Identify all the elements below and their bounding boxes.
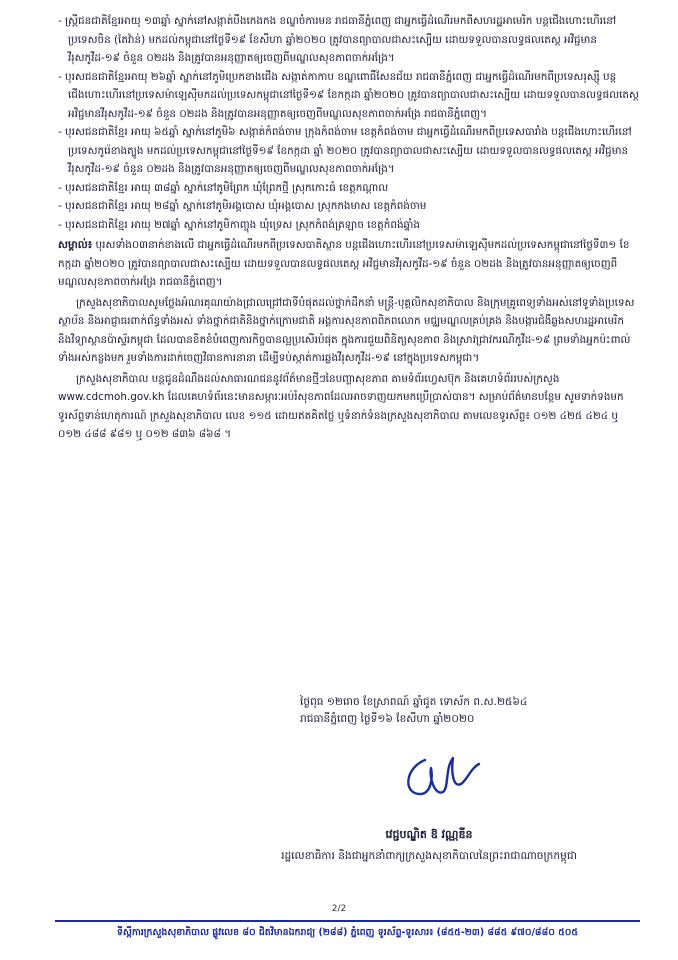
- signatory-title: រដ្ឋលេខាធិការ និងជាអ្នកនាំពាក្យក្រសួងសុខាភិបាលនៃព្រះរាជាណាចក្រកម្ពុជា: [281, 850, 577, 862]
- signatory-name: វេជ្ជបណ្ឌិត ឱ វណ្ណឌីន: [385, 828, 473, 841]
- date-block: [300, 694, 527, 728]
- case-item-5: - បុរសជនជាតិខ្មែរ អាយុ ២៨ឆ្នាំ ស្នាក់នៅភូមិអង្គបោស ឃុំអង្គបោស ស្រុកកងមាស ខេត្តកំពង់ចាម: [58, 200, 427, 212]
- signature-image: [395, 748, 485, 806]
- note-paragraph: [58, 236, 640, 292]
- note-text: បុរសទាំង០៣នាក់ខាងលើ ជាអ្នកធ្វើដំណើរមកពីប្រទេសបាតិស្ថាន បន្តជើងហោះហើរនៅប្រទេសម៉ាឡេស៊ីមកដល់ប្រទេសកម្ពុជានៅថ្ងៃទី៣១ ខែកក្កដា ឆ្នាំ២០២០ ត្រូវបានព្យាបាលជាសះស្បើយ ដោយទទួលបានលទ្ធផលតេស្ត អវិជ្ជមានវីរុសកូវីដ-១៩ ចំនួន ០២ដង និងត្រូវបានអនុញ្ញាតឲ្យចេញពីមណ្ឌលសុខភាពចាក់អង្រែ រាជធានីភ្នំពេញ។: [58, 239, 630, 288]
- page-number: 2/2: [331, 904, 347, 914]
- info-paragraph: ក្រសួងសុខាភិបាល បន្តជូនដំណឹងដល់សាធារណជននូវព័ត៌មានថ្មីៗនៃបញ្ហាសុខភាព តាមទំព័រហ្វេសប៊ុក និងគេហទំព័ររបស់ក្រសួង www.cdcmoh.gov.kh ដែលគេហទំព័រនេះមានសម្ភារៈអប់រំសុខភាពដែលអាចទាញយកមកប្រើប្រាស់បាន។ សម្រាប់ព័ត៌មានបន្ថែម សូមទាក់ទងមកទូរស័ព្ទទាន់ហេតុការណ៍ ក្រសួងសុខាភិបាល លេខ ១១៥ ដោយឥតគិតថ្លៃ ឬទំនាក់ទំនងក្រសួងសុខាភិបាល តាមលេខទូរស័ព្ទ៖ ០១២ ៤២៥ ៤២៤ ឬ ០១២ ៤៨៨ ៩៨១ ឬ ០១២ ៨៣៦ ៨៦៨ ។: [58, 372, 624, 440]
- thanks-paragraph: ក្រសួងសុខាភិបាលសូមថ្លែងអំណរគុណយ៉ាងជ្រាលជ្រៅជាទីបំផុតដល់ថ្នាក់ដឹកនាំ មន្រ្តី-បុគ្គលិកសុខាភិបាល និងក្រុមគ្រូពេទ្យទាំងអស់នៅទូទាំងប្រទេស ស្ថាប័ន និងអាជ្ញាធរពាក់ព័ន្ធទាំងអស់ ទាំងថ្នាក់ជាតិនិងថ្នាក់ក្រោមជាតិ អង្គការសុខភាពពិភពលោក មជ្ឈមណ្ឌលគ្រប់គ្រង និងបង្ការជំងឺឆ្លងសហរដ្ឋអាមេរិក និងវិទ្យាស្ថានប៉ាស្ទ័រកម្ពុជា ដែលបានខិតខំបំពេញការកិច្ចបានល្អប្រសើរបំផុត ក្នុងការជួយពិនិត្យសុខភាព និងស្រាវជ្រាវករណីកូវីដ-១៩ ព្រមទាំងអ្នកប៉ះពាល់ទាំងអស់កន្លងមក រួមទាំងការដាក់ចេញវិធានការនានា ដើម្បីទប់ស្កាត់ការឆ្លងវីរុសកូវីដ-១៩ នៅក្នុងប្រទេសកម្ពុជា។: [58, 296, 635, 364]
- place-date: រាជធានីភ្នំពេញ ថ្ងៃទី១៦ ខែសីហា ឆ្នាំ២០២០: [300, 713, 475, 725]
- footer-divider: [55, 920, 640, 922]
- case-item-6: - បុរសជនជាតិខ្មែរ អាយុ ២៧ឆ្នាំ ស្នាក់នៅភូមិកាញ្ចុង ឃុំទ្រេស ស្រុកកំពង់ត្រឡាច ខេត្តកំពង់ឆ្នាំង: [58, 218, 421, 231]
- case-item-1: - ស្ត្រីជនជាតិខ្មែរអាយុ ១៣ឆ្នាំ ស្នាក់នៅសង្កាត់បឹងកេងកង ខណ្ឌចំការមន រាជធានីភ្នំពេញ ជាអ្នកធ្វើដំណើរមកពីសហរដ្ឋអាមេរិក បន្តជើងហោះហើរនៅប្រទេសចិន (តៃវ៉ាន់) មកដល់កម្ពុជានៅថ្ងៃទី១៩ ខែសីហា ឆ្នាំ២០២០ ត្រូវបានព្យាបាលជាសះស្បើយ ដោយទទួលបានលទ្ធផលតេស្ត អវិជ្ជមានវីរុសកូវីដ-១៩ ចំនួន ០២ដង និងត្រូវបានអនុញ្ញាតឲ្យចេញពីមណ្ឌលសុខភាពចាក់អង្រែ។: [58, 15, 617, 64]
- lunar-date: ថ្ងៃពុធ ១២រោច ខែស្រាពណ៍ ឆ្នាំជូត ទោស័ក ព.ស.២៥៦៤: [300, 696, 528, 708]
- document-body: [58, 12, 640, 444]
- case-item-2: - បុរសជនជាតិខ្មែរអាយុ ២៦ឆ្នាំ ស្នាក់នៅភូមិប្រេកខាងជើង សង្កាត់កាកាប ខណ្ឌពោធិ៍សែនជ័យ រាជធានីភ្នំពេញ ជាអ្នកធ្វើដំណើរមកពីប្រទេសរុស្ស៊ី បន្តជើងហោះហើរនៅប្រទេសម៉ាឡេស៊ីមកដល់ប្រទេសកម្ពុជានៅថ្ងៃទី១៩ ខែកក្កដា ឆ្នាំ២០២០ ត្រូវបានព្យាបាលជាសះស្បើយ ដោយទទួលបានលទ្ធផលតេស្ត អវិជ្ជមានវីរុសកូវីដ-១៩ ចំនួន ០២ដង និងត្រូវបានអនុញ្ញាតឲ្យចេញពីមណ្ឌលសុខភាពចាក់អង្រែ រាជធានីភ្នំពេញ។: [58, 70, 639, 120]
- case-item-3: - បុរសជនជាតិខ្មែរ អាយុ ៦៥ឆ្នាំ ស្នាក់នៅភូមិ៦ សង្កាត់កំពង់ចាម ក្រុងកំពង់ចាម ខេត្តកំពង់ចាម ជាអ្នកធ្វើដំណើរមកពីប្រទេសបារាំង បន្តជើងហោះហើរនៅប្រទេសកូរ៉េខាងត្បូង មកដល់ប្រទេសកម្ពុជានៅថ្ងៃទី១៩ ខែកក្កដា ឆ្នាំ ២០២០ ត្រូវបានព្យាបាលជាសះស្បើយ ដោយទទួលបានលទ្ធផលតេស្ត អវិជ្ជមានវីរុសកូវីដ-១៩ ចំនួន ០២ដង និងត្រូវបានអនុញ្ញាតឲ្យចេញពីមណ្ឌលសុខភាពចាក់អង្រែ។: [58, 126, 632, 175]
- note-label: សម្គាល់៖: [58, 239, 93, 251]
- footer-address: ទីស្តីការក្រសួងសុខាភិបាល ផ្លូវលេខ ៨០ ជិតវិមានឯករាជ្យ (២៨៨) ភ្នំពេញ ទូរស័ព្ទ-ទូរសារ៖ (៨៥៥-២៣) ៨៨៥ ៩៧០/៨៨០ ៥០៥: [116, 927, 579, 938]
- case-item-4: - បុរសជនជាតិខ្មែរ អាយុ ៣៨ឆ្នាំ ស្នាក់នៅភូមិព្រែក ឃុំព្រែកថ្មី ស្រុកកោះធំ ខេត្តកណ្តាល: [58, 181, 389, 194]
